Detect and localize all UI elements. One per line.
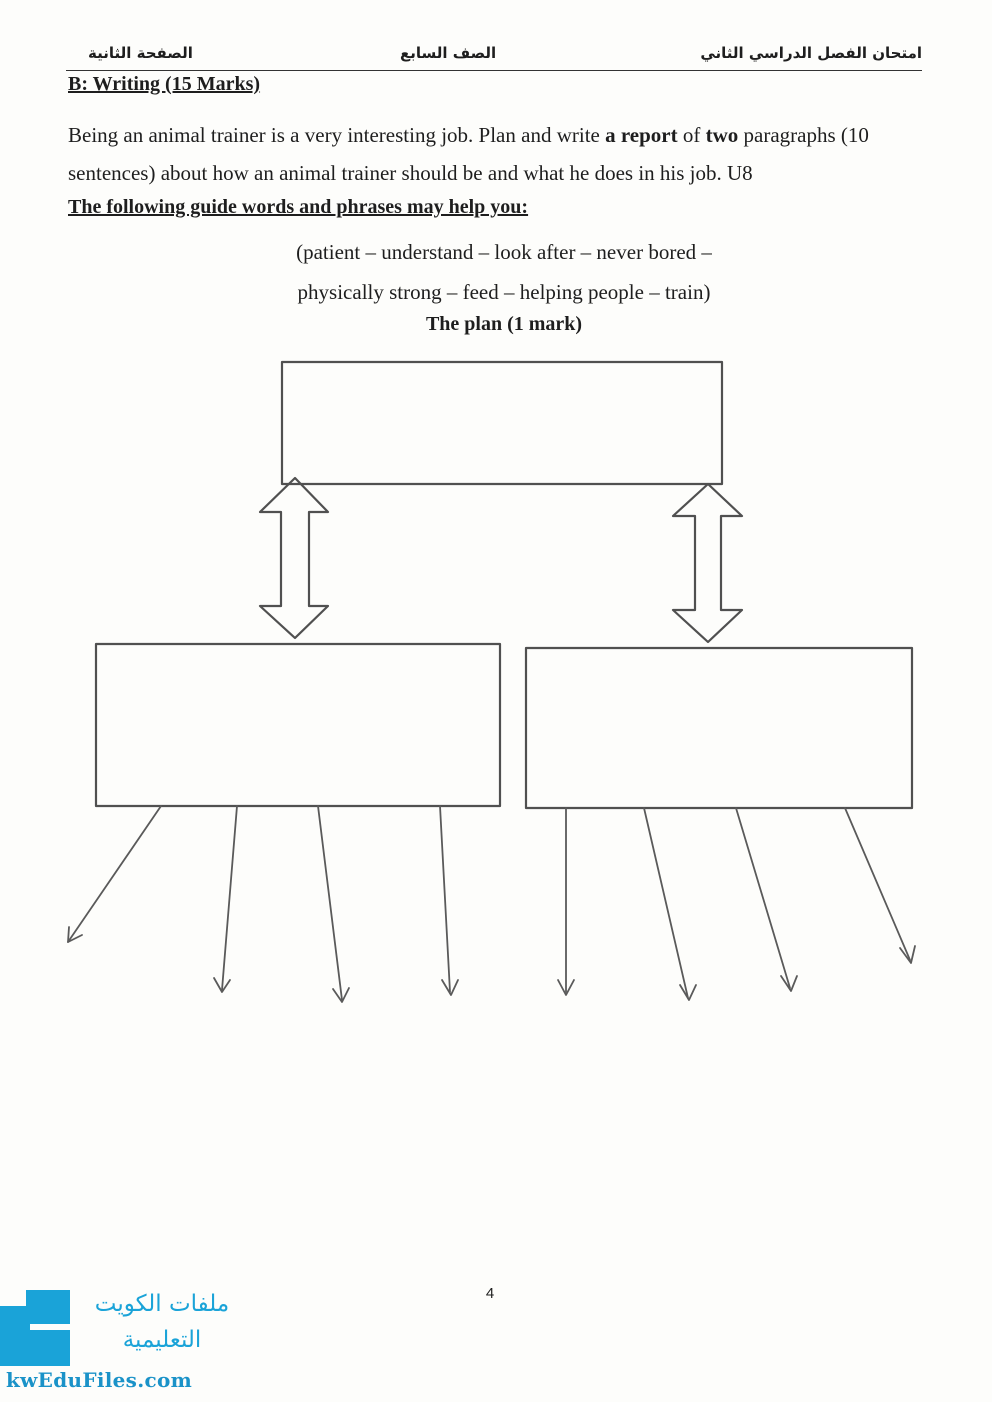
header-page-label: الصفحة الثانية (88, 44, 193, 62)
header-grade-label: الصف السابع (400, 44, 497, 62)
prompt-text-2: of (677, 123, 706, 147)
branch-arrow-icon (318, 806, 349, 1002)
prompt-bold-report: a report (605, 123, 678, 147)
logo-url-text: kwEduFiles.com (6, 1368, 193, 1392)
logo-blocks-icon (0, 1278, 90, 1374)
guide-words-line-1: (patient – understand – look after – never bored – (296, 240, 712, 264)
double-arrow-right-icon (673, 484, 742, 642)
prompt-text-1: Being an animal trainer is a very interesting job. Plan and write (68, 123, 606, 147)
branch-arrow-icon (845, 808, 915, 963)
branch-arrow-icon (440, 806, 458, 995)
branch-arrow-icon (214, 806, 237, 992)
guide-words-line-2: physically strong – feed – helping people – train) (297, 280, 711, 304)
branch-arrow-icon (68, 806, 161, 942)
section-title: B: Writing (15 Marks) (68, 73, 261, 95)
plan-top-box[interactable] (282, 362, 722, 484)
logo-arabic-text (84, 1286, 240, 1358)
branch-arrow-icon (736, 808, 797, 991)
logo-arabic-line-2: التعليمية (122, 1327, 202, 1353)
double-arrow-left-icon (260, 478, 328, 638)
page-number: 4 (485, 1285, 495, 1302)
prompt-text-3: paragraphs (10 sentences) about how an animal trainer should be and what he does in his job. U8 (68, 123, 869, 185)
header-exam-title: امتحان الفصل الدراسي الثاني (700, 44, 922, 62)
branch-arrow-icon (558, 808, 574, 995)
branch-arrow-icon (644, 808, 696, 1000)
logo-arabic-line-1: ملفات الكويت (94, 1291, 230, 1317)
plan-title: The plan (1 mark) (425, 313, 583, 335)
kwedufiles-logo (0, 1278, 250, 1398)
prompt-bold-two: two (705, 123, 739, 147)
plan-right-box[interactable] (526, 648, 912, 808)
plan-left-box[interactable] (96, 644, 500, 806)
guide-title: The following guide words and phrases may help you: (68, 196, 529, 218)
